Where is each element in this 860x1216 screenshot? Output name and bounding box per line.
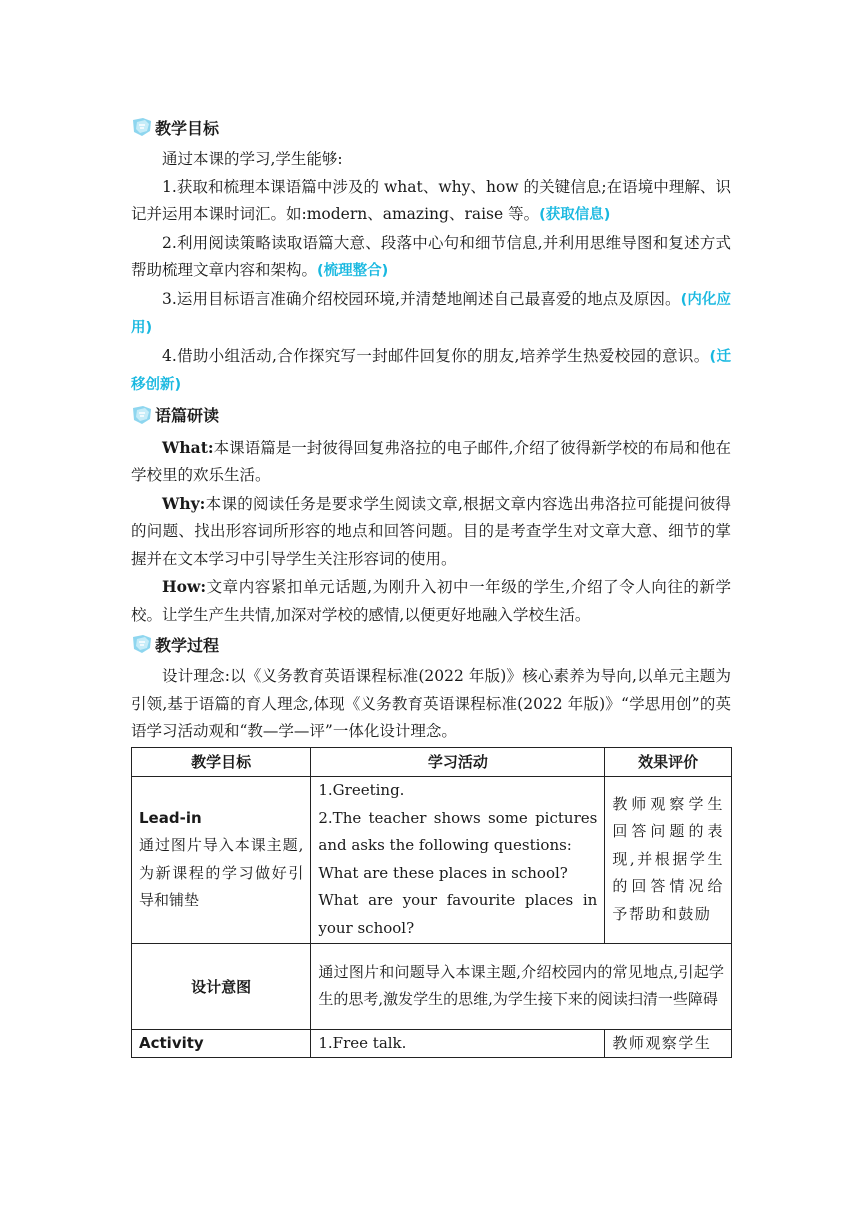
- table-row: [132, 1029, 732, 1058]
- activity-line: What are your favourite places in your school?: [318, 891, 598, 937]
- section-heading-process: [131, 629, 731, 659]
- header-goal: 教学目标: [132, 747, 311, 776]
- section-title: 语篇研读: [155, 406, 220, 425]
- how-label: How:: [162, 577, 207, 596]
- header-activity: 学习活动: [311, 747, 605, 776]
- section-heading-goals: [131, 112, 731, 142]
- table-row: [132, 943, 732, 1029]
- activity-line: What are these places in school?: [318, 863, 568, 882]
- intro-text: 通过本课的学习,学生能够:: [162, 150, 343, 168]
- what-label: What:: [162, 437, 214, 457]
- table-row: [132, 776, 732, 943]
- activity-line: 2.The teacher shows some pictures and asks the following questions:: [318, 808, 598, 854]
- why-label: Why:: [162, 493, 206, 513]
- goal-tag: (梳理整合): [317, 263, 389, 279]
- goal-item-1: 1.获取和梳理本课语篇中涉及的 what、why、how 的关键信息;在语境中理解、识记并运用本课时词汇。如:modern、amazing、raise 等。(获取信息): [131, 177, 731, 223]
- document-page: [131, 112, 731, 1058]
- goal-tag: (获取信息): [539, 207, 611, 223]
- activity-cell: [311, 776, 605, 943]
- badge-icon: [131, 405, 153, 425]
- badge-icon: [131, 117, 153, 137]
- header-evaluation: 效果评价: [605, 747, 732, 776]
- design-intent-label: 设计意图: [132, 943, 311, 1029]
- goal-cell: [132, 776, 311, 943]
- evaluation-cell: 教师观察学生回答问题的表现,并根据学生的回答情况给予帮助和鼓励: [605, 776, 732, 943]
- goal-item-4: 4.借助小组活动,合作探究写一封邮件回复你的朋友,培养学生热爱校园的意识。(迁移创新): [131, 346, 731, 393]
- how-paragraph: How:文章内容紧扣单元话题,为刚升入初中一年级的学生,介绍了令人向往的新学校。让学生产生共情,加深对学校的感情,以便更好地融入学校生活。: [131, 577, 731, 624]
- design-intent-text: 通过图片和问题导入本课主题,介绍校园内的常见地点,引起学生的思考,激发学生的思维,为学生接下来的阅读扫清一些障碍: [311, 943, 732, 1029]
- goal-item-2: 2.利用阅读策略读取语篇大意、段落中心句和细节信息,并利用思维导图和复述方式帮助梳理文章内容和架构。(梳理整合): [131, 233, 731, 279]
- section-title: 教学目标: [155, 118, 220, 138]
- activity-line: 1.Greeting.: [318, 781, 405, 799]
- why-paragraph: Why:本课的阅读任务是要求学生阅读文章,根据文章内容选出弗洛拉可能提问彼得的问题、找出形容词所形容的地点和回答问题。目的是考查学生对文章大意、细节的掌握并在文本学习中引导学生关注形容词的使用。: [131, 493, 731, 568]
- goal-tag: (迁移创新): [131, 348, 731, 393]
- goal-title: Activity: [132, 1029, 311, 1058]
- goal-item-3: 3.运用目标语言准确介绍校园环境,并清楚地阐述自己最喜爱的地点及原因。(内化应用): [131, 289, 731, 336]
- design-concept: 设计理念:以《义务教育英语课程标准(2022 年版)》核心素养为导向,以单元主题为引领,基于语篇的育人理念,体现《义务教育英语课程标准(2022 年版)》“学思用创”的英语学习活动观和“教—学—评”一体化设计理念。: [131, 667, 731, 740]
- teaching-plan-table: [131, 747, 732, 1059]
- what-paragraph: What:本课语篇是一封彼得回复弗洛拉的电子邮件,介绍了彼得新学校的布局和他在学校里的欢乐生活。: [131, 437, 731, 484]
- goal-text: 通过图片导入本课主题,为新课程的学习做好引导和铺垫: [139, 836, 304, 909]
- goal-title: Lead-in: [139, 808, 202, 827]
- section-heading-analysis: [131, 400, 731, 430]
- activity-line: 1.Free talk.: [311, 1029, 605, 1058]
- table-header-row: [132, 747, 732, 776]
- evaluation-cell: 教师观察学生: [605, 1029, 732, 1058]
- badge-icon: [131, 634, 153, 654]
- goal-tag: (内化应用): [131, 291, 731, 336]
- section-title: 教学过程: [155, 635, 220, 655]
